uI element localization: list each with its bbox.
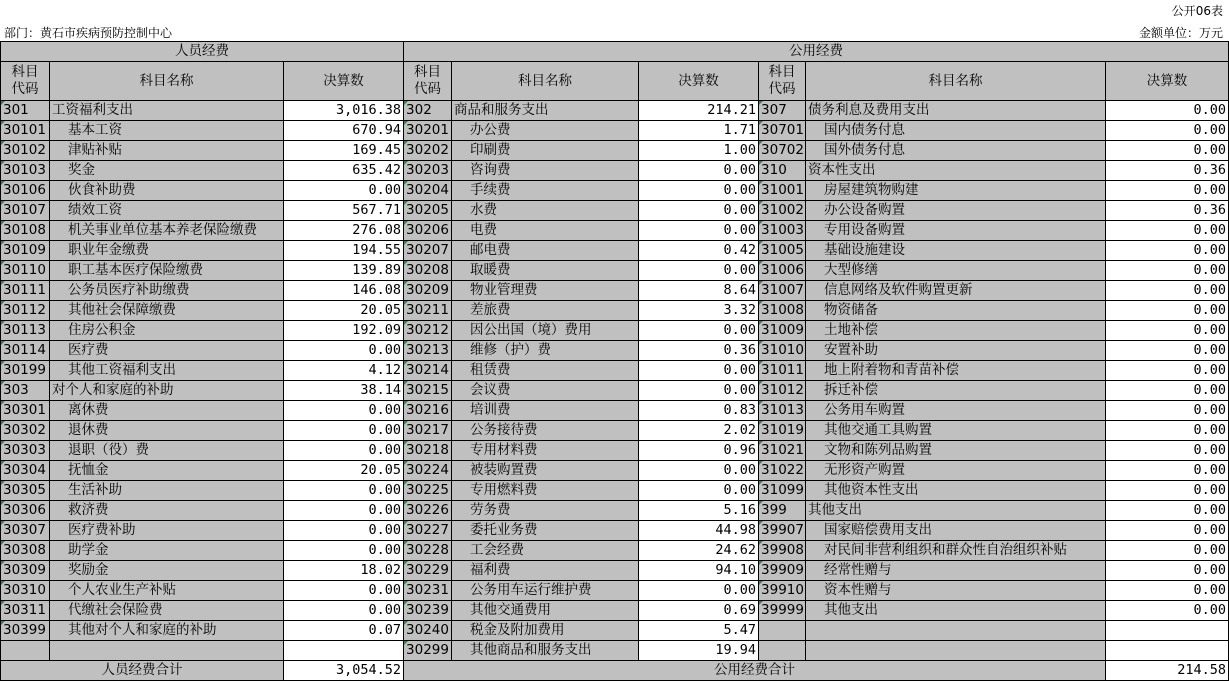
final-amount: 214.21 — [639, 101, 759, 121]
final-amount: 0.07 — [284, 621, 404, 641]
final-amount: 2.02 — [639, 421, 759, 441]
subject-code: 30701 — [759, 121, 806, 141]
subject-name: 公务用车购置 — [806, 401, 1106, 421]
subject-name: 维修（护）费 — [452, 341, 639, 361]
subject-name: 公务接待费 — [452, 421, 639, 441]
department-label: 部门：黄石市疾病预防控制中心 — [4, 26, 173, 40]
subject-code: 30110 — [1, 261, 50, 281]
subject-name — [806, 621, 1106, 641]
subject-name: 电费 — [452, 221, 639, 241]
final-amount: 0.00 — [639, 261, 759, 281]
final-amount: 146.08 — [284, 281, 404, 301]
subject-code: 30302 — [1, 421, 50, 441]
final-amount: 567.71 — [284, 201, 404, 221]
table-row — [1, 581, 1229, 601]
subject-name: 安置补助 — [806, 341, 1106, 361]
final-amount: 20.05 — [284, 461, 404, 481]
final-amount: 169.45 — [284, 141, 404, 161]
final-amount: 0.00 — [639, 221, 759, 241]
final-amount: 0.00 — [639, 381, 759, 401]
subject-code: 30211 — [404, 301, 452, 321]
unit-label: 金额单位：万元 — [1138, 26, 1223, 40]
subject-code: 302 — [404, 101, 452, 121]
subject-code: 30303 — [1, 441, 50, 461]
subject-code: 31003 — [759, 221, 806, 241]
final-amount: 0.00 — [1106, 421, 1229, 441]
subject-name: 退职（役）费 — [50, 441, 284, 461]
subject-code: 30199 — [1, 361, 50, 381]
subject-name: 其他支出 — [806, 501, 1106, 521]
subject-code: 30217 — [404, 421, 452, 441]
subject-code: 310 — [759, 161, 806, 181]
subject-code: 30102 — [1, 141, 50, 161]
subject-code: 30299 — [404, 641, 452, 661]
table-row — [1, 541, 1229, 561]
subject-code: 31001 — [759, 181, 806, 201]
subject-code: 30207 — [404, 241, 452, 261]
final-amount: 0.96 — [639, 441, 759, 461]
table-row — [1, 301, 1229, 321]
subject-code: 307 — [759, 101, 806, 121]
table-row — [1, 141, 1229, 161]
subject-code: 30231 — [404, 581, 452, 601]
subject-name: 职工基本医疗保险缴费 — [50, 261, 284, 281]
section-public: 公用经费 — [404, 42, 1229, 62]
final-amount: 0.83 — [639, 401, 759, 421]
final-amount: 0.00 — [284, 441, 404, 461]
subject-name: 专用设备购置 — [806, 221, 1106, 241]
subject-name: 其他商品和服务支出 — [452, 641, 639, 661]
final-amount: 0.00 — [284, 541, 404, 561]
subject-name: 无形资产购置 — [806, 461, 1106, 481]
subject-name: 物业管理费 — [452, 281, 639, 301]
subject-name: 生活补助 — [50, 481, 284, 501]
final-amount: 0.00 — [1106, 301, 1229, 321]
subject-name: 委托业务费 — [452, 521, 639, 541]
subject-code: 30226 — [404, 501, 452, 521]
subject-code: 30239 — [404, 601, 452, 621]
subject-name: 救济费 — [50, 501, 284, 521]
final-amount: 5.16 — [639, 501, 759, 521]
subject-code: 303 — [1, 381, 50, 401]
subject-code: 30240 — [404, 621, 452, 641]
subject-name: 房屋建筑物购建 — [806, 181, 1106, 201]
subject-code: 30203 — [404, 161, 452, 181]
subject-name: 住房公积金 — [50, 321, 284, 341]
subject-code: 31019 — [759, 421, 806, 441]
subject-code: 30224 — [404, 461, 452, 481]
subject-code: 30301 — [1, 401, 50, 421]
table-row — [1, 201, 1229, 221]
final-amount: 139.89 — [284, 261, 404, 281]
table-row — [1, 441, 1229, 461]
table-row — [1, 521, 1229, 541]
subject-name: 差旅费 — [452, 301, 639, 321]
subject-name: 拆迁补偿 — [806, 381, 1106, 401]
final-amount: 3.32 — [639, 301, 759, 321]
subject-name: 取暖费 — [452, 261, 639, 281]
subject-code: 39999 — [759, 601, 806, 621]
subject-code: 30109 — [1, 241, 50, 261]
final-amount: 8.64 — [639, 281, 759, 301]
subject-name: 基础设施建设 — [806, 241, 1106, 261]
column-header-code: 科目 代码 — [1, 62, 50, 101]
final-amount: 0.00 — [284, 481, 404, 501]
table-row — [1, 321, 1229, 341]
table-row — [1, 481, 1229, 501]
subject-code: 39908 — [759, 541, 806, 561]
table-row — [1, 261, 1229, 281]
table-row — [1, 641, 1229, 661]
column-header-name: 科目名称 — [50, 62, 284, 101]
subject-code: 31011 — [759, 361, 806, 381]
table-row — [1, 621, 1229, 641]
subject-name: 税金及附加费用 — [452, 621, 639, 641]
final-amount: 0.00 — [639, 581, 759, 601]
subject-name: 劳务费 — [452, 501, 639, 521]
final-amount: 0.00 — [639, 461, 759, 481]
final-amount: 0.00 — [639, 201, 759, 221]
subject-code: 399 — [759, 501, 806, 521]
subject-name: 专用材料费 — [452, 441, 639, 461]
final-amount: 276.08 — [284, 221, 404, 241]
final-amount: 0.00 — [1106, 361, 1229, 381]
subject-code: 30112 — [1, 301, 50, 321]
subject-code — [759, 621, 806, 641]
final-amount: 0.00 — [1106, 441, 1229, 461]
subject-code: 31013 — [759, 401, 806, 421]
final-amount: 0.00 — [284, 341, 404, 361]
table-row — [1, 421, 1229, 441]
subject-name: 手续费 — [452, 181, 639, 201]
subject-name: 大型修缮 — [806, 261, 1106, 281]
final-amount: 0.42 — [639, 241, 759, 261]
table-row — [1, 381, 1229, 401]
subject-name: 对民间非营利组织和群众性自治组织补贴 — [806, 541, 1106, 561]
final-amount: 4.12 — [284, 361, 404, 381]
subject-name: 会议费 — [452, 381, 639, 401]
table-row — [1, 281, 1229, 301]
final-amount: 0.36 — [1106, 161, 1229, 181]
final-amount: 0.00 — [284, 401, 404, 421]
final-amount: 0.00 — [1106, 561, 1229, 581]
subject-code: 39909 — [759, 561, 806, 581]
subject-name: 对个人和家庭的补助 — [50, 381, 284, 401]
subject-name: 资本性赠与 — [806, 581, 1106, 601]
final-amount: 0.00 — [1106, 581, 1229, 601]
subject-name: 绩效工资 — [50, 201, 284, 221]
subject-code: 30399 — [1, 621, 50, 641]
final-amount: 0.00 — [639, 481, 759, 501]
subject-name: 个人农业生产补贴 — [50, 581, 284, 601]
subject-name: 印刷费 — [452, 141, 639, 161]
final-amount: 0.00 — [284, 521, 404, 541]
table-row — [1, 561, 1229, 581]
subject-code: 31021 — [759, 441, 806, 461]
subject-name: 国内债务付息 — [806, 121, 1106, 141]
subject-code: 30310 — [1, 581, 50, 601]
subject-code: 30306 — [1, 501, 50, 521]
final-amount: 0.00 — [1106, 381, 1229, 401]
subject-code: 31022 — [759, 461, 806, 481]
subject-name: 其他交通费用 — [452, 601, 639, 621]
subject-name: 资本性支出 — [806, 161, 1106, 181]
table-row — [1, 221, 1229, 241]
subject-name: 公务员医疗补助缴费 — [50, 281, 284, 301]
subject-name: 津贴补贴 — [50, 141, 284, 161]
subject-code: 30216 — [404, 401, 452, 421]
subject-code: 31007 — [759, 281, 806, 301]
subject-name: 伙食补助费 — [50, 181, 284, 201]
subject-code: 30311 — [1, 601, 50, 621]
final-amount: 635.42 — [284, 161, 404, 181]
subject-code: 30309 — [1, 561, 50, 581]
table-row — [1, 501, 1229, 521]
subject-name: 咨询费 — [452, 161, 639, 181]
subject-code: 30227 — [404, 521, 452, 541]
subject-name: 债务利息及费用支出 — [806, 101, 1106, 121]
final-amount: 0.00 — [284, 181, 404, 201]
subject-name: 土地补偿 — [806, 321, 1106, 341]
final-amount: 192.09 — [284, 321, 404, 341]
subject-name: 办公设备购置 — [806, 201, 1106, 221]
subject-name: 奖励金 — [50, 561, 284, 581]
subject-code: 30103 — [1, 161, 50, 181]
subject-code: 30213 — [404, 341, 452, 361]
final-amount: 0.00 — [1106, 181, 1229, 201]
subject-code: 31012 — [759, 381, 806, 401]
subject-code: 30702 — [759, 141, 806, 161]
final-amount: 38.14 — [284, 381, 404, 401]
final-amount: 0.00 — [1106, 401, 1229, 421]
subject-code: 30206 — [404, 221, 452, 241]
final-amount: 0.00 — [1106, 241, 1229, 261]
subject-name: 工会经费 — [452, 541, 639, 561]
subject-code: 30201 — [404, 121, 452, 141]
subject-code: 30202 — [404, 141, 452, 161]
subject-code: 30204 — [404, 181, 452, 201]
subject-name: 租赁费 — [452, 361, 639, 381]
final-amount: 3,016.38 — [284, 101, 404, 121]
subject-name: 物资储备 — [806, 301, 1106, 321]
final-amount: 5.47 — [639, 621, 759, 641]
subject-name: 其他社会保障缴费 — [50, 301, 284, 321]
subject-name: 信息网络及软件购置更新 — [806, 281, 1106, 301]
final-amount: 94.10 — [639, 561, 759, 581]
personnel-total-value: 3,054.52 — [284, 661, 404, 681]
subject-code: 30205 — [404, 201, 452, 221]
subject-code: 30305 — [1, 481, 50, 501]
subject-name: 文物和陈列品购置 — [806, 441, 1106, 461]
subject-code: 30209 — [404, 281, 452, 301]
subject-name: 因公出国（境）费用 — [452, 321, 639, 341]
final-amount: 1.00 — [639, 141, 759, 161]
subject-code: 30215 — [404, 381, 452, 401]
subject-name: 职业年金缴费 — [50, 241, 284, 261]
subject-code: 30212 — [404, 321, 452, 341]
subject-code: 30307 — [1, 521, 50, 541]
column-header-code: 科目 代码 — [404, 62, 452, 101]
subject-code: 31005 — [759, 241, 806, 261]
public-total-value: 214.58 — [1106, 661, 1229, 681]
final-amount — [1106, 621, 1229, 641]
subject-code: 31099 — [759, 481, 806, 501]
subject-code: 30214 — [404, 361, 452, 381]
final-amount: 24.62 — [639, 541, 759, 561]
subject-name: 地上附着物和青苗补偿 — [806, 361, 1106, 381]
table-row — [1, 361, 1229, 381]
table-tag: 公开06表 — [1171, 4, 1223, 18]
subject-code: 30228 — [404, 541, 452, 561]
final-amount: 0.00 — [639, 361, 759, 381]
subject-name — [50, 641, 284, 661]
final-amount — [284, 641, 404, 661]
subject-name: 商品和服务支出 — [452, 101, 639, 121]
subject-code: 39907 — [759, 521, 806, 541]
subject-name: 基本工资 — [50, 121, 284, 141]
subject-name: 公务用车运行维护费 — [452, 581, 639, 601]
subject-name: 工资福利支出 — [50, 101, 284, 121]
final-amount: 0.00 — [284, 501, 404, 521]
subject-name: 福利费 — [452, 561, 639, 581]
final-amount: 0.00 — [1106, 341, 1229, 361]
subject-name: 其他交通工具购置 — [806, 421, 1106, 441]
subject-code: 31010 — [759, 341, 806, 361]
column-header-name: 科目名称 — [806, 62, 1106, 101]
final-amount: 0.00 — [1106, 541, 1229, 561]
subject-code: 30304 — [1, 461, 50, 481]
final-amount: 0.00 — [1106, 221, 1229, 241]
final-amount: 0.00 — [1106, 501, 1229, 521]
subject-code: 30218 — [404, 441, 452, 461]
subject-code: 301 — [1, 101, 50, 121]
table-row — [1, 241, 1229, 261]
subject-name: 国外债务付息 — [806, 141, 1106, 161]
subject-name: 退休费 — [50, 421, 284, 441]
final-amount: 0.00 — [1106, 461, 1229, 481]
subject-code: 30113 — [1, 321, 50, 341]
table-row — [1, 161, 1229, 181]
subject-code: 30111 — [1, 281, 50, 301]
final-amount: 0.00 — [1106, 481, 1229, 501]
table-row — [1, 341, 1229, 361]
subject-name: 其他工资福利支出 — [50, 361, 284, 381]
subject-name: 国家赔偿费用支出 — [806, 521, 1106, 541]
table-row — [1, 461, 1229, 481]
final-amount: 0.00 — [1106, 601, 1229, 621]
subject-code — [1, 641, 50, 661]
subject-code: 30107 — [1, 201, 50, 221]
subject-name: 助学金 — [50, 541, 284, 561]
subject-code: 30229 — [404, 561, 452, 581]
table-row — [1, 121, 1229, 141]
subject-name: 抚恤金 — [50, 461, 284, 481]
final-amount: 0.00 — [1106, 261, 1229, 281]
subject-name: 专用燃料费 — [452, 481, 639, 501]
subject-name: 其他资本性支出 — [806, 481, 1106, 501]
subject-code: 30208 — [404, 261, 452, 281]
subject-code: 31002 — [759, 201, 806, 221]
subject-code: 31008 — [759, 301, 806, 321]
table-row — [1, 601, 1229, 621]
final-amount: 18.02 — [284, 561, 404, 581]
column-header-code: 科目 代码 — [759, 62, 806, 101]
table-row — [1, 401, 1229, 421]
subject-name: 被装购置费 — [452, 461, 639, 481]
subject-name: 培训费 — [452, 401, 639, 421]
subject-name: 医疗费 — [50, 341, 284, 361]
subject-name: 奖金 — [50, 161, 284, 181]
subject-code: 30101 — [1, 121, 50, 141]
table-row — [1, 181, 1229, 201]
expenditure-table — [0, 41, 1229, 681]
subject-code: 31006 — [759, 261, 806, 281]
final-amount: 0.00 — [284, 581, 404, 601]
subject-code — [759, 641, 806, 661]
subject-name: 离休费 — [50, 401, 284, 421]
final-amount: 670.94 — [284, 121, 404, 141]
final-amount: 0.00 — [284, 601, 404, 621]
subject-code: 30308 — [1, 541, 50, 561]
subject-name: 医疗费补助 — [50, 521, 284, 541]
final-amount: 0.00 — [1106, 521, 1229, 541]
subject-code: 31009 — [759, 321, 806, 341]
column-header-name: 科目名称 — [452, 62, 639, 101]
subject-name: 其他支出 — [806, 601, 1106, 621]
subject-name: 邮电费 — [452, 241, 639, 261]
subject-name: 机关事业单位基本养老保险缴费 — [50, 221, 284, 241]
subject-code: 30114 — [1, 341, 50, 361]
column-header-amount: 决算数 — [1106, 62, 1229, 101]
final-amount: 0.00 — [284, 421, 404, 441]
final-amount: 44.98 — [639, 521, 759, 541]
subject-code: 30225 — [404, 481, 452, 501]
final-amount: 0.00 — [639, 161, 759, 181]
subject-code: 39910 — [759, 581, 806, 601]
subject-code: 30106 — [1, 181, 50, 201]
personnel-total-label: 人员经费合计 — [1, 661, 284, 681]
final-amount: 194.55 — [284, 241, 404, 261]
section-personnel: 人员经费 — [1, 42, 404, 62]
subject-name: 代缴社会保险费 — [50, 601, 284, 621]
final-amount: 0.69 — [639, 601, 759, 621]
column-header-amount: 决算数 — [284, 62, 404, 101]
final-amount: 0.00 — [1106, 141, 1229, 161]
final-amount: 1.71 — [639, 121, 759, 141]
final-amount: 0.00 — [1106, 281, 1229, 301]
subject-name: 经常性赠与 — [806, 561, 1106, 581]
subject-name: 办公费 — [452, 121, 639, 141]
public-total-label: 公用经费合计 — [404, 661, 1106, 681]
final-amount: 0.36 — [1106, 201, 1229, 221]
final-amount — [1106, 641, 1229, 661]
column-header-amount: 决算数 — [639, 62, 759, 101]
final-amount: 19.94 — [639, 641, 759, 661]
final-amount: 0.36 — [639, 341, 759, 361]
final-amount: 0.00 — [1106, 121, 1229, 141]
subject-name — [806, 641, 1106, 661]
final-amount: 0.00 — [639, 321, 759, 341]
subject-name: 水费 — [452, 201, 639, 221]
final-amount: 0.00 — [1106, 101, 1229, 121]
final-amount: 0.00 — [1106, 321, 1229, 341]
subject-code: 30108 — [1, 221, 50, 241]
subject-name: 其他对个人和家庭的补助 — [50, 621, 284, 641]
final-amount: 20.05 — [284, 301, 404, 321]
table-row — [1, 101, 1229, 121]
final-amount: 0.00 — [639, 181, 759, 201]
